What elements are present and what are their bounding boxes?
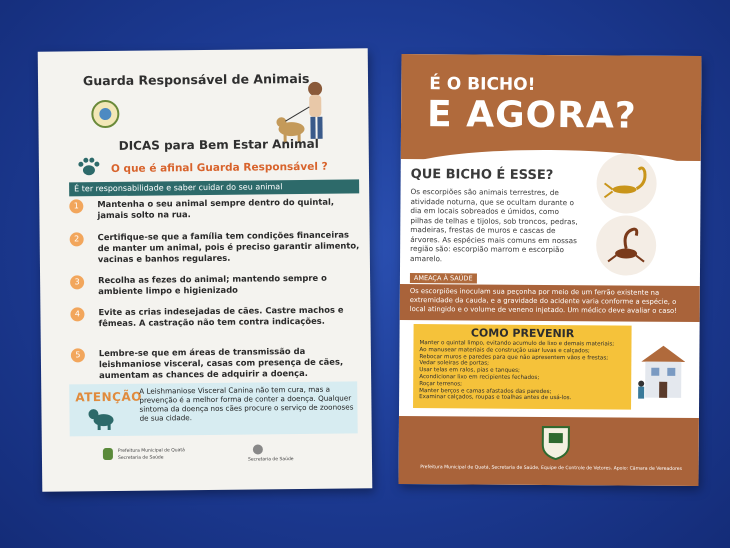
footer-credits: Prefeitura Municipal de Quatá, Secretaria de Saúde, Equipe de Controle de Vetores. Apoio: Câmara de Vereadores	[420, 465, 683, 472]
municipal-crest-icon	[539, 423, 573, 461]
tip-item: Lembre-se que em áreas de transmissão da leishmaniose visceral, casas com presença de cães, aumentam as chances de adquirir a doença.	[98, 345, 344, 381]
como-prevenir-list	[419, 340, 629, 403]
footer-prefeitura-sub: Secretaria de Saúde	[117, 455, 164, 461]
prevent-item: Roçar terrenos;	[419, 380, 463, 388]
footer-prefeitura: Prefeitura Municipal de Quatá	[117, 448, 185, 454]
como-prevenir-title: COMO PREVENIR	[470, 326, 575, 341]
flyer-guarda-responsavel	[38, 48, 373, 491]
house-cleaning-illustration	[635, 340, 691, 404]
que-bicho-text: Os escorpiões são animais terrestres, de atividade noturna, que se ocultam durante o dia em locais sobreados e úmidos, como pilhas de telhas e tijolos, sob troncos, pedras, madeiras, frestas de muros e cascas de árvores. As espécies mais comuns em nossas região são: escorpião marrom e escorpião amarelo.	[410, 187, 578, 263]
prevent-item: Ao manusear materiais de construção usar luvas e calçados;	[419, 346, 590, 355]
que-bicho-heading: QUE BICHO É ESSE?	[410, 167, 554, 184]
left-dicas-heading: DICAS para Bem Estar Animal	[118, 136, 319, 153]
scorpion-yellow-icon	[596, 153, 656, 213]
dog-icon	[87, 406, 117, 430]
prevent-item: Manter o quintal limpo, evitando acumulo de lixo e demais materiais;	[419, 340, 615, 348]
ameaca-text: Os escorpiões inoculam sua peçonha por meio de um ferrão existente na extremidade da cauda, e a gravidade do acidente varia conforme a espécie, o local atingido e o volume de veneno injetado. Um médico deve avaliar o caso!	[409, 287, 677, 315]
municipal-seal-icon	[88, 99, 122, 129]
left-question: O que é afinal Guarda Responsável ?	[110, 160, 328, 175]
tip-item: Mantenha o seu animal sempre dentro do quintal, jamais solto na rua.	[97, 196, 335, 221]
footer-secretaria: Secretaria de Saúde	[247, 457, 294, 463]
ameaca-band	[400, 284, 700, 322]
item-number: 5	[71, 348, 85, 362]
prevent-item: Rebocar muros e paredes para que não apresentem vãos e frestas;	[419, 353, 609, 362]
item-number: 3	[70, 275, 84, 289]
state-seal-icon	[252, 443, 264, 455]
item-number: 1	[69, 199, 83, 213]
left-definition-band: É ter responsabilidade e saber cuidar do seu animal	[69, 179, 359, 196]
attention-title: ATENÇÃO	[75, 389, 142, 405]
scorpion-brown-icon	[596, 215, 656, 275]
attention-text: A Leishmaniose Visceral Canina não tem cura, mas a prevenção é a melhor forma de conter a doença. Qualquer sintoma da doença nos cães procure o serviço de zoonoses de sua cidade.	[139, 384, 354, 423]
tip-item: Evite as crias indesejadas de cães. Castre machos e fêmeas. A castração não tem contra indicações.	[98, 304, 344, 329]
paw-icon	[77, 156, 101, 176]
attention-box	[69, 381, 358, 436]
prevent-item: Manter berços e camas afastados das paredes;	[419, 387, 552, 395]
header-e-agora: E AGORA?	[426, 94, 637, 137]
ameaca-label: AMEAÇA À SAÚDE	[410, 273, 477, 283]
footer-band	[399, 416, 699, 486]
item-number: 2	[70, 232, 84, 246]
prevent-item: Acondicionar lixo em recipientes fechados;	[419, 374, 540, 381]
flyer-escorpiao	[399, 54, 702, 486]
left-title: Guarda Responsável de Animais	[82, 70, 310, 89]
prevent-item: Vedar soleiras de portas;	[419, 360, 490, 367]
tip-item: Certifique-se que a família tem condições financeiras de manter um animal, pois é preciso garantir alimento, vacinas e banhos regulares.	[97, 229, 360, 265]
scorpion-brown-circle	[596, 215, 656, 275]
prevent-item: Usar telas em ralos, pias e tanques;	[419, 367, 520, 374]
scorpion-yellow-circle	[596, 153, 656, 213]
city-logo-icon	[102, 447, 114, 461]
item-number: 4	[70, 307, 84, 321]
tip-item: Recolha as fezes do animal; mantendo sempre o ambiente limpo e higienizado	[98, 272, 327, 297]
como-prevenir-box	[413, 324, 632, 410]
prevent-item: Examinar calçados, roupas e toalhas antes de usá-los.	[419, 394, 572, 402]
header-eo-bicho: É O BICHO!	[429, 74, 536, 95]
